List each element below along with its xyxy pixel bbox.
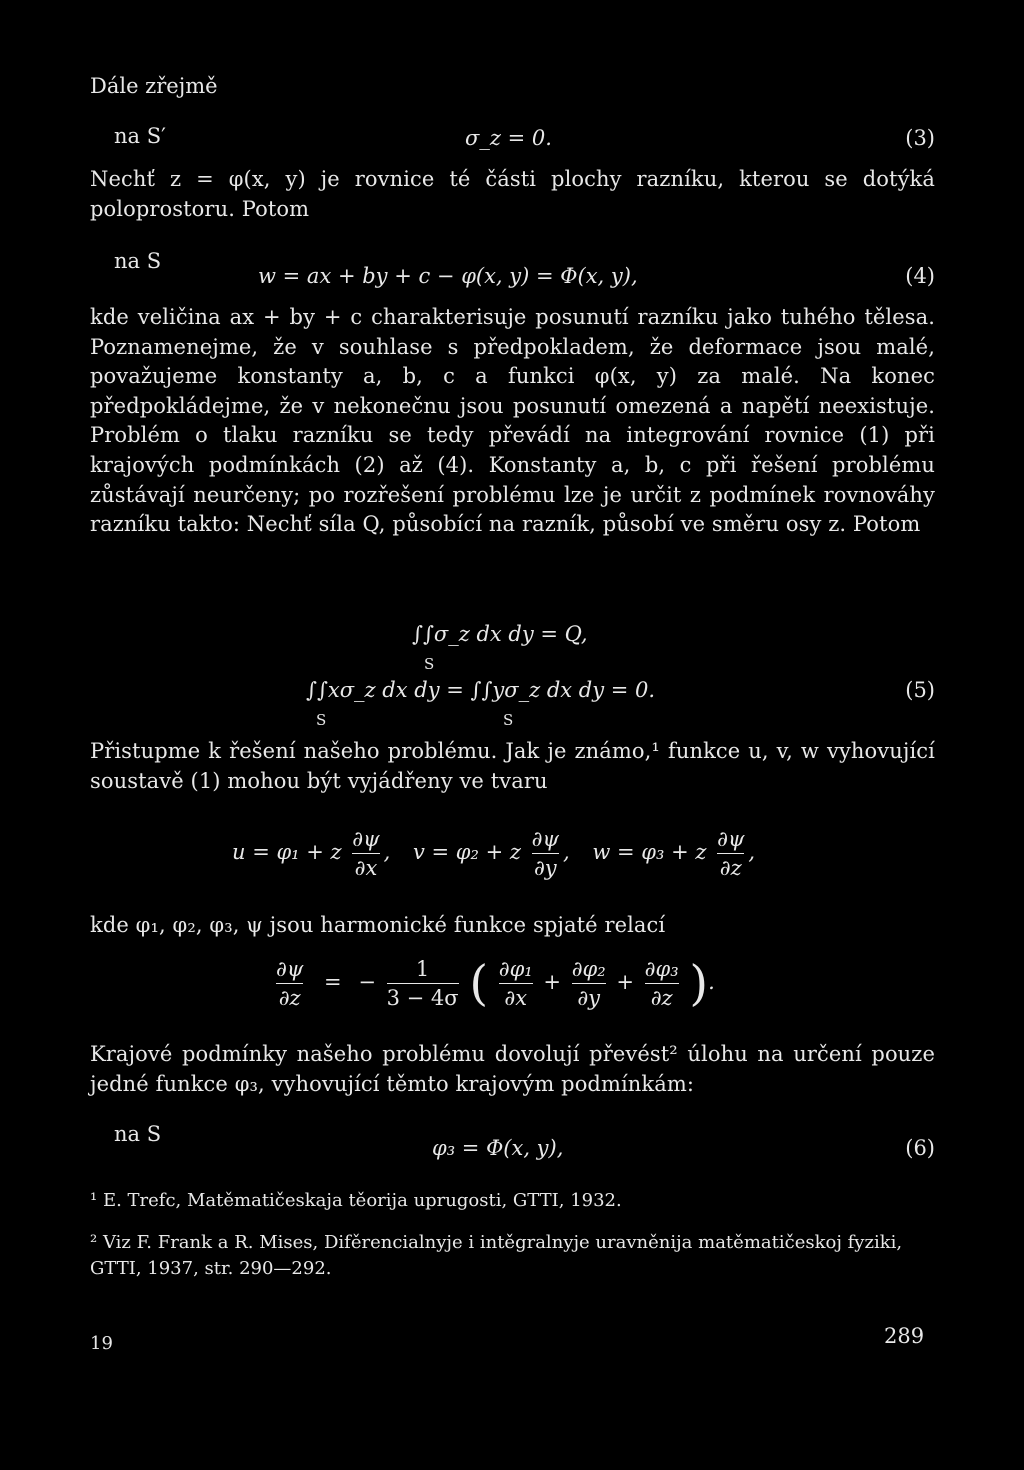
eq4-number: (4) [905, 264, 935, 288]
eq-w: w = φ₃ + z [592, 840, 707, 864]
eq-relation: $\frac{\partial\psi}{\partial z}$ = − $\frac{1}{3 - 4\sigma}$ ( $\frac{\text{∂φ₁}}{\partial x}$ + $\frac{\text{∂φ₂}}{\partial y}$ + $\frac{\text{∂φ₃}}{\partial z}$ ). [276, 955, 715, 1012]
eq-u: u = φ₁ + z [232, 840, 342, 864]
footnote-1: ¹ E. Trefc, Matěmatičeskaja těorija uprugosti, GTTI, 1932. [90, 1190, 622, 1211]
eq5-domain-2: S [316, 711, 327, 729]
frac-t2: $\frac{\text{∂φ₂}}{\partial y}$ [571, 957, 606, 1010]
eq5-domain-3: S [503, 711, 514, 729]
eq4-body: w = ax + by + c − φ(x, y) = Φ(x, y), [258, 264, 638, 288]
paragraph-3: Přistupme k řešení našeho problému. Jak je známo,¹ funkce u, v, w vyhovující soustavě (1) mohou být vyjádřeny ve tvaru [90, 739, 935, 793]
eq5-line2: ∫∫xσ_z dx dy = ∫∫yσ_z dx dy = 0. [306, 678, 656, 702]
footnote-2: ² Viz F. Frank a R. Mises, Difěrencialnyje i intěgralnyje uravněnija matěmatičeskoj fyziki, GTTI, 1937, str. 290—292. [90, 1232, 903, 1279]
eq3-condition: na S′ [114, 124, 166, 148]
paragraph-5: Krajové podmínky našeho problému dovolují převést² úlohu na určení pouze jedné funkce φ₃, vyhovující těmto krajovým podmínkám: [90, 1042, 935, 1096]
eq5-number: (5) [905, 678, 935, 702]
frac-dpsi-dy: $\frac{\partial\psi}{\partial y}$ [531, 827, 559, 880]
eq6-condition: na S [114, 1122, 162, 1146]
eq5-domain-1: S [424, 655, 435, 673]
paragraph-4: kde φ₁, φ₂, φ₃, ψ jsou harmonické funkce spjaté relací [90, 913, 666, 937]
paragraph-1: Nechť z = φ(x, y) je rovnice té části plochy razníku, kterou se dotýká poloprostoru. Potom [90, 167, 935, 221]
eq-v: v = φ₂ + z [413, 840, 521, 864]
frac-t1: $\frac{\text{∂φ₁}}{\partial x}$ [498, 957, 533, 1010]
frac-t3: $\frac{\text{∂φ₃}}{\partial z}$ [644, 957, 679, 1010]
eq6-number: (6) [905, 1136, 935, 1160]
eq6-body: φ₃ = Φ(x, y), [432, 1136, 564, 1160]
frac-lhs: $\frac{\partial\psi}{\partial z}$ [276, 957, 304, 1010]
eq5-line1: ∫∫σ_z dx dy = Q, [412, 622, 588, 646]
frac-dpsi-dz: $\frac{\partial\psi}{\partial z}$ [717, 827, 745, 880]
frac-coefficient: $\frac{1}{3 - 4\sigma}$ [386, 957, 459, 1010]
frac-dpsi-dx: $\frac{\partial\psi}{\partial x}$ [352, 827, 380, 880]
eq3-body: σ_z = 0. [465, 126, 552, 150]
intro-text: Dále zřejmě [90, 74, 218, 98]
page-number: 289 [884, 1324, 925, 1348]
eq4-condition: na S [114, 249, 162, 273]
eq3-number: (3) [905, 126, 935, 150]
eq-uvw: u = φ₁ + z $\frac{\partial\psi}{\partial x}$ , v = φ₂ + z $\frac{\partial\psi}{\partial y}$ , w = φ₃ + z $\frac{\partial\psi}{\partial z}$ , [232, 827, 756, 880]
paragraph-2: kde veličina ax + by + c charakterisuje posunutí razníku jako tuhého tělesa. Poznamenejme, že v souhlase s předpokladem, že deformace jsou malé, považujeme konstanty a, b, c a funkci φ(x, y) za malé. Na konec předpokládejme, že v nekonečnu jsou posunutí omezená a napětí neexistuje. Problém o tlaku razníku se tedy převádí na integrování rovnice (1) při krajových podmínkách (2) až (4). Konstanty a, b, c při řešení problému zůstávají neurčeny; po rozřešení problému lze je určit z podmínek rovnováhy razníku takto: Nechť síla Q, působící na razník, působí ve směru osy z. Potom [90, 305, 935, 537]
signature-mark: 19 [90, 1333, 113, 1354]
